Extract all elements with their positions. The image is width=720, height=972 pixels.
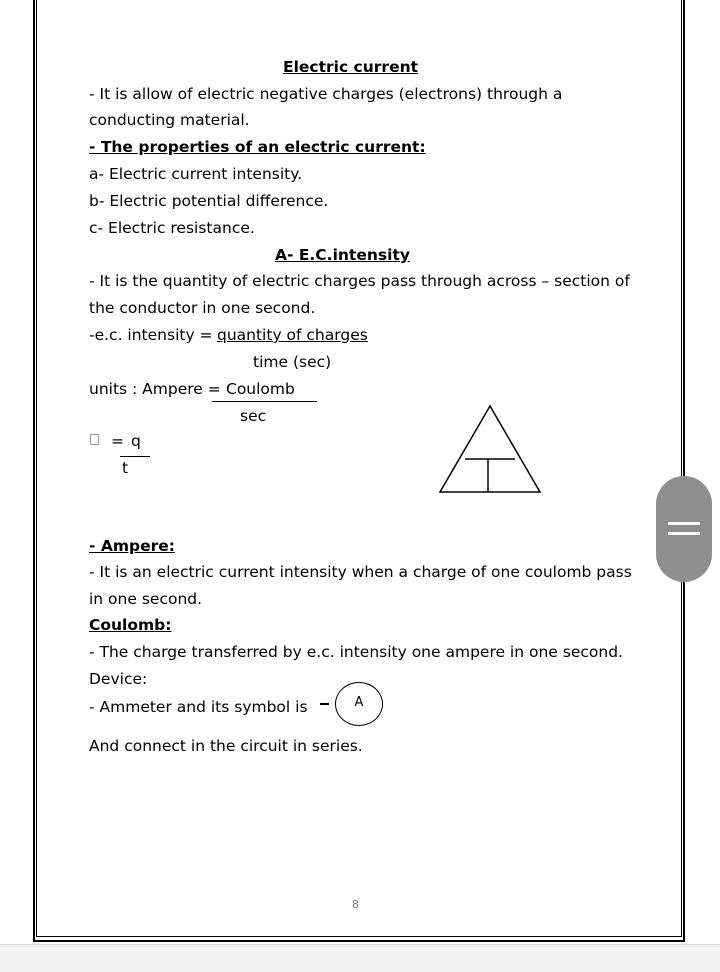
formula-numerator: quantity of charges <box>217 326 368 344</box>
units-prefix: units : Ampere = <box>89 380 221 398</box>
property-item: a- Electric current intensity. <box>89 165 303 183</box>
symbol-numerator: q <box>131 432 141 450</box>
connection-text: And connect in the circuit in series. <box>89 737 363 755</box>
missing-glyph-box <box>90 434 99 445</box>
intensity-heading: A- E.C.intensity <box>275 246 410 264</box>
definition-line-1: - It is allow of electric negative charges (electrons) through a <box>89 85 563 103</box>
units-fraction-bar <box>212 401 317 402</box>
scroll-handle[interactable] <box>656 476 712 582</box>
symbol-fraction-bar <box>120 456 150 457</box>
properties-heading: - The properties of an electric current: <box>89 138 426 156</box>
intensity-definition-line-1: - It is the quantity of electric charges pass through across – section of <box>89 272 630 290</box>
grip-line-icon <box>668 522 700 525</box>
definition-line-2: conducting material. <box>89 111 250 129</box>
coulomb-heading: Coulomb: <box>89 616 172 634</box>
grip-line-icon <box>668 532 700 535</box>
ampere-heading: - Ampere: <box>89 537 175 555</box>
intensity-definition-line-2: the conductor in one second. <box>89 299 316 317</box>
units-numerator: Coulomb <box>226 380 295 398</box>
ampere-line-1: - It is an electric current intensity when a charge of one coulomb pass <box>89 563 632 581</box>
formula-prefix: -e.c. intensity = <box>89 326 213 344</box>
triangle-outline <box>440 406 540 492</box>
ampere-line-2: in one second. <box>89 590 203 608</box>
ammeter-symbol: A <box>335 682 383 726</box>
formula-triangle-diagram <box>438 404 542 494</box>
page-title: Electric current <box>283 58 419 76</box>
property-item: c- Electric resistance. <box>89 219 255 237</box>
units-denominator: sec <box>240 407 267 425</box>
symbol-denominator: t <box>122 459 129 477</box>
page-number: 8 <box>352 898 359 911</box>
formula-denominator: time (sec) <box>253 353 332 371</box>
page-gap <box>0 944 720 972</box>
device-label: Device: <box>89 670 148 688</box>
coulomb-line-1: - The charge transferred by e.c. intensity one ampere in one second. <box>89 643 623 661</box>
property-item: b- Electric potential difference. <box>89 192 329 210</box>
ammeter-wire <box>320 703 329 705</box>
symbol-equals: = <box>111 432 124 450</box>
ammeter-text: - Ammeter and its symbol is <box>89 698 308 716</box>
